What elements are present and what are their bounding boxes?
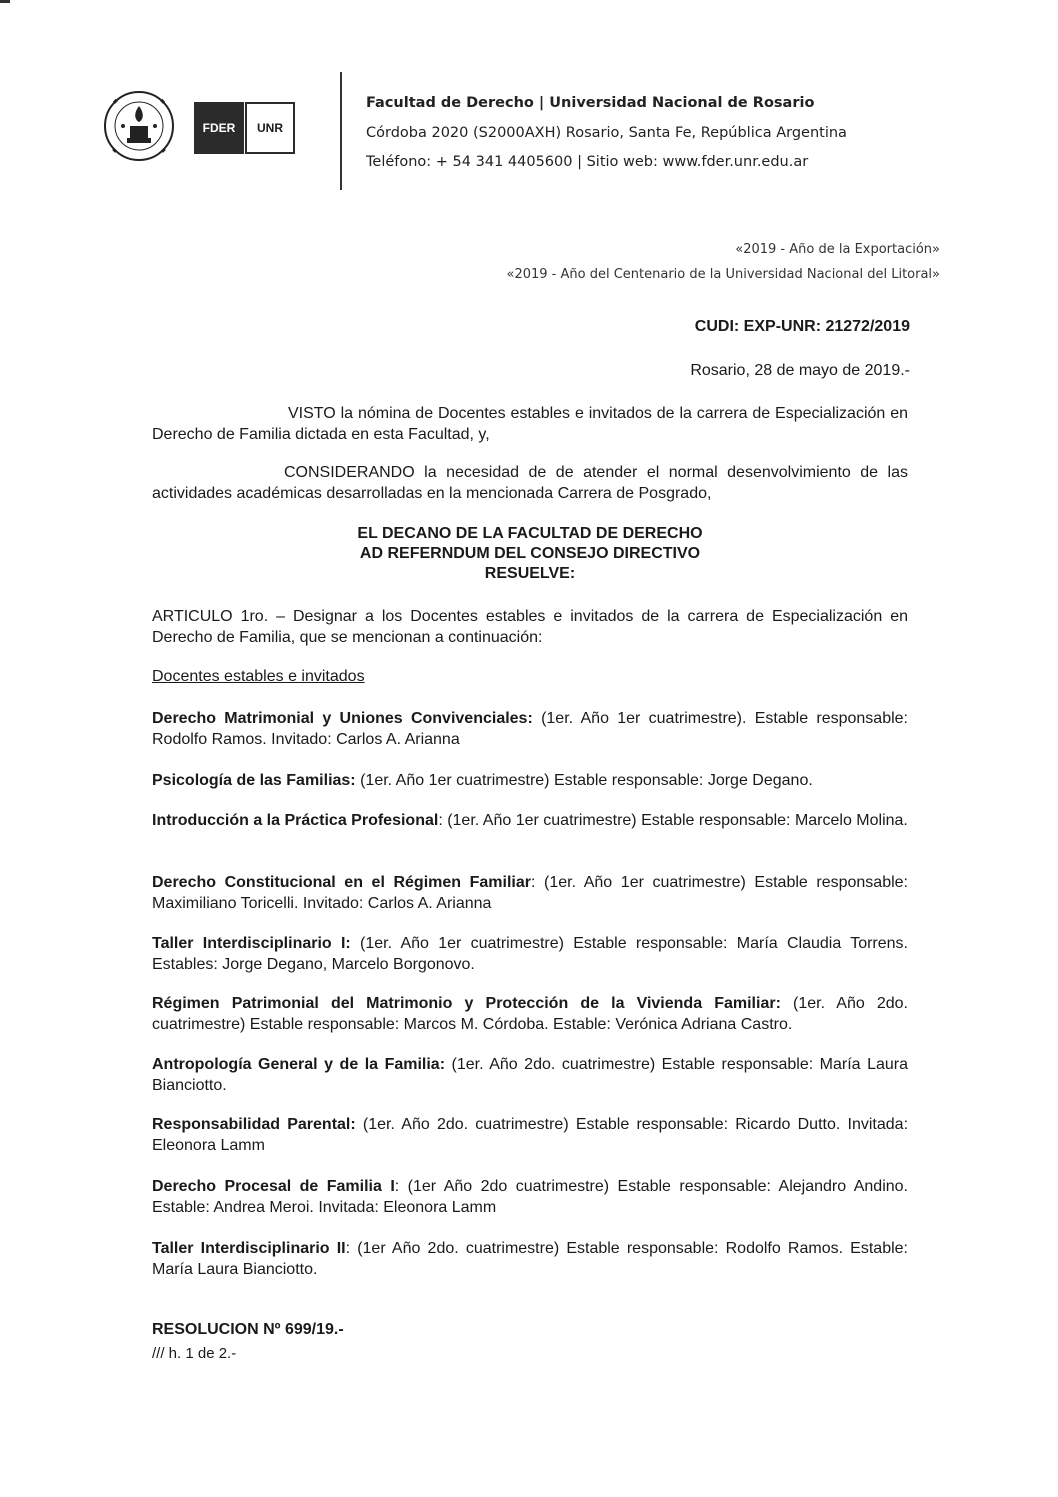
faculty-address: Córdoba 2020 (S2000AXH) Rosario, Santa Fe, República Argentina (366, 125, 847, 141)
page-indicator: /// h. 1 de 2.- (152, 1345, 237, 1362)
course-entry (152, 872, 908, 914)
course-name: Responsabilidad Parental: (152, 1116, 356, 1133)
course-name: Antropología General y de la Familia: (152, 1056, 446, 1073)
cudi-reference: CUDI: EXP-UNR: 21272/2019 (694, 318, 910, 335)
letterhead-divider (340, 72, 342, 190)
course-detail: (1er. Año 2do. cuatrimestre) Estable responsable: María Laura Bianciotto. (152, 1056, 908, 1094)
course-name: Introducción a la Práctica Profesional (152, 812, 439, 829)
course-name: Derecho Constitucional en el Régimen Familiar (152, 874, 531, 891)
course-detail: (1er. Año 2do. cuatrimestre) Estable responsable: Marcos M. Córdoba. Estable: Verónica Adriana Castro. (152, 995, 908, 1033)
course-entry (152, 770, 908, 791)
course-entry (152, 933, 908, 975)
course-detail: (1er. Año 1er cuatrimestre) Estable responsable: María Claudia Torrens. Estables: Jorge Degano, Marcelo Borgonovo. (152, 935, 909, 973)
year-motto-1: «2019 - Año de la Exportación» (735, 242, 940, 257)
year-motto-2: «2019 - Año del Centenario de la Universidad Nacional del Litoral» (506, 267, 940, 282)
docentes-heading: Docentes estables e invitados (152, 668, 365, 685)
course-detail: : (1er Año 2do cuatrimestre) Estable responsable: Alejandro Andino. Estable: Andrea Meroi. Invitada: Eleonora Lamm (152, 1178, 908, 1216)
considerando-paragraph: CONSIDERANDO la necesidad de de atender el normal desenvolvimiento de las actividades académicas desarrolladas en la mencionada Carrera de Posgrado, (152, 464, 908, 502)
document-date: Rosario, 28 de mayo de 2019.- (690, 362, 910, 379)
course-detail: (1er. Año 1er cuatrimestre). Estable responsable: Rodolfo Ramos. Invitado: Carlos A. Arianna (152, 710, 909, 748)
course-name: Taller Interdisciplinario I: (152, 935, 351, 952)
heading-line-1: EL DECANO DE LA FACULTAD DE DERECHO (357, 525, 703, 542)
course-entry (152, 1054, 908, 1096)
resolution-heading (152, 524, 908, 584)
course-detail: : (1er. Año 1er cuatrimestre) Estable responsable: Marcelo Molina. (438, 812, 908, 829)
resolution-number: RESOLUCION Nº 699/19.- (152, 1321, 344, 1338)
fder-logo: FDER (194, 102, 244, 154)
university-seal-logo (103, 90, 175, 162)
course-detail: : (1er Año 2do. cuatrimestre) Estable responsable: Rodolfo Ramos. Estable: María Laura Bianciotto. (152, 1240, 908, 1278)
course-detail: : (1er. Año 1er cuatrimestre) Estable responsable: Maximiliano Toricelli. Invitado: Carlos A. Arianna (152, 874, 908, 912)
course-name: Derecho Matrimonial y Uniones Convivenciales: (152, 710, 533, 727)
course-entry (152, 1238, 908, 1280)
course-entry (152, 708, 908, 750)
heading-line-2: AD REFERNDUM DEL CONSEJO DIRECTIVO (359, 545, 701, 562)
faculty-name: Facultad de Derecho | Universidad Nacional de Rosario (366, 95, 815, 111)
course-detail: (1er. Año 1er cuatrimestre) Estable responsable: Jorge Degano. (355, 772, 813, 789)
articulo-paragraph: ARTICULO 1ro. – Designar a los Docentes estables e invitados de la carrera de Especialización en Derecho de Familia, que se mencionan a continuación: (152, 608, 908, 646)
visto-paragraph: VISTO la nómina de Docentes estables e invitados de la carrera de Especialización en Derecho de Familia dictada en esta Facultad, y, (152, 405, 908, 443)
heading-line-3: RESUELVE: (484, 565, 576, 582)
unr-logo: UNR (245, 102, 295, 154)
scan-mark (0, 0, 10, 3)
course-entry (152, 810, 908, 831)
faculty-contact: Teléfono: + 54 341 4405600 | Sitio web: www.fder.unr.edu.ar (366, 154, 809, 170)
course-name: Taller Interdisciplinario II (152, 1240, 346, 1257)
course-name: Derecho Procesal de Familia I (152, 1178, 395, 1195)
course-entry (152, 1176, 908, 1218)
course-name: Régimen Patrimonial del Matrimonio y Protección de la Vivienda Familiar: (152, 995, 781, 1012)
course-detail: (1er. Año 2do. cuatrimestre) Estable responsable: Ricardo Dutto. Invitada: Eleonora Lamm (152, 1116, 909, 1154)
course-name: Psicología de las Familias: (152, 772, 356, 789)
course-entry (152, 1114, 908, 1156)
course-entry (152, 993, 908, 1035)
